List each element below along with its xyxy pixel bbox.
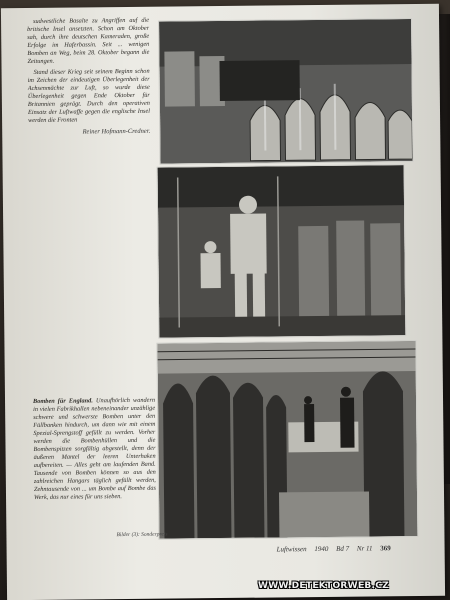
magazine-page bbox=[1, 4, 445, 600]
article-paragraph-1: sudwestliche Basalte zu Angriffen auf die britische Insel ansetzten. Schon am Oktober sah, durch ihre deutschen Kameraden, große Erfolge im Haferbassin. Seit ... wenigen Bomben an Weg, beim 28. Oktober begann die Zeitungen. bbox=[27, 16, 150, 66]
photo-bomb-casings bbox=[158, 18, 413, 165]
watermark: WWW.DETEKTORWEB.CZ bbox=[258, 581, 389, 591]
page-footer bbox=[277, 544, 417, 557]
article-paragraph-2: Stand dieser Krieg seit seinem Beginn schon im Zeichen der eindeutigen Überlegenheit der Achsenmächte zur Luft, so wurde diese Überlegenheit gegen Ende Oktober für Britannien geprägt. Durch den operativen Einsatz der Luftwaffe gegen die englische Insel werden die Fronten bbox=[27, 67, 151, 125]
footer-year: 1940 bbox=[314, 544, 329, 554]
caption-body: Unaufhörlich wandern in vielen Fabrikhallen nebeneinander unzählige schwere und schwerste Bomben unter den Füllbanken hindurch, um dann wie mit einem Spezial-Sprengstoff gefüllt zu werden. Vorher werden die Bombenhüllen und die Bombenspitzen sorgfältig abgestellt, denn der äußeren Mantel der leeren Unterhaken aufbereiten. — Alles geht am laufenden Band. Tausende von Bomben können so aus den zahlreichen Hangars täglich gefüllt werden, Zehntausende von ... um Bombe auf Bombe das Werk, das nur eines für uns sieben. bbox=[33, 396, 156, 501]
photo-bomb-casings-image bbox=[159, 19, 412, 164]
photo-bomb-production-line-image bbox=[157, 341, 417, 539]
footer-issue: Nr 11 bbox=[356, 544, 373, 553]
page-number: 369 bbox=[380, 544, 391, 553]
photo-caption bbox=[33, 397, 156, 533]
article-text-column bbox=[27, 17, 153, 378]
caption-title: Bomben für England. bbox=[32, 397, 93, 405]
footer-volume: Bd 7 bbox=[336, 544, 350, 553]
article-signature: Reiner Hofmann-Credner. bbox=[82, 127, 151, 136]
photo-credit: Bilder (3): Sonderpreis bbox=[116, 531, 168, 539]
photo-factory-workers bbox=[157, 164, 407, 339]
footer-magazine: Luftwissen bbox=[276, 545, 307, 554]
photo-factory-workers-image bbox=[158, 165, 406, 338]
photo-bomb-production-line bbox=[156, 340, 418, 540]
